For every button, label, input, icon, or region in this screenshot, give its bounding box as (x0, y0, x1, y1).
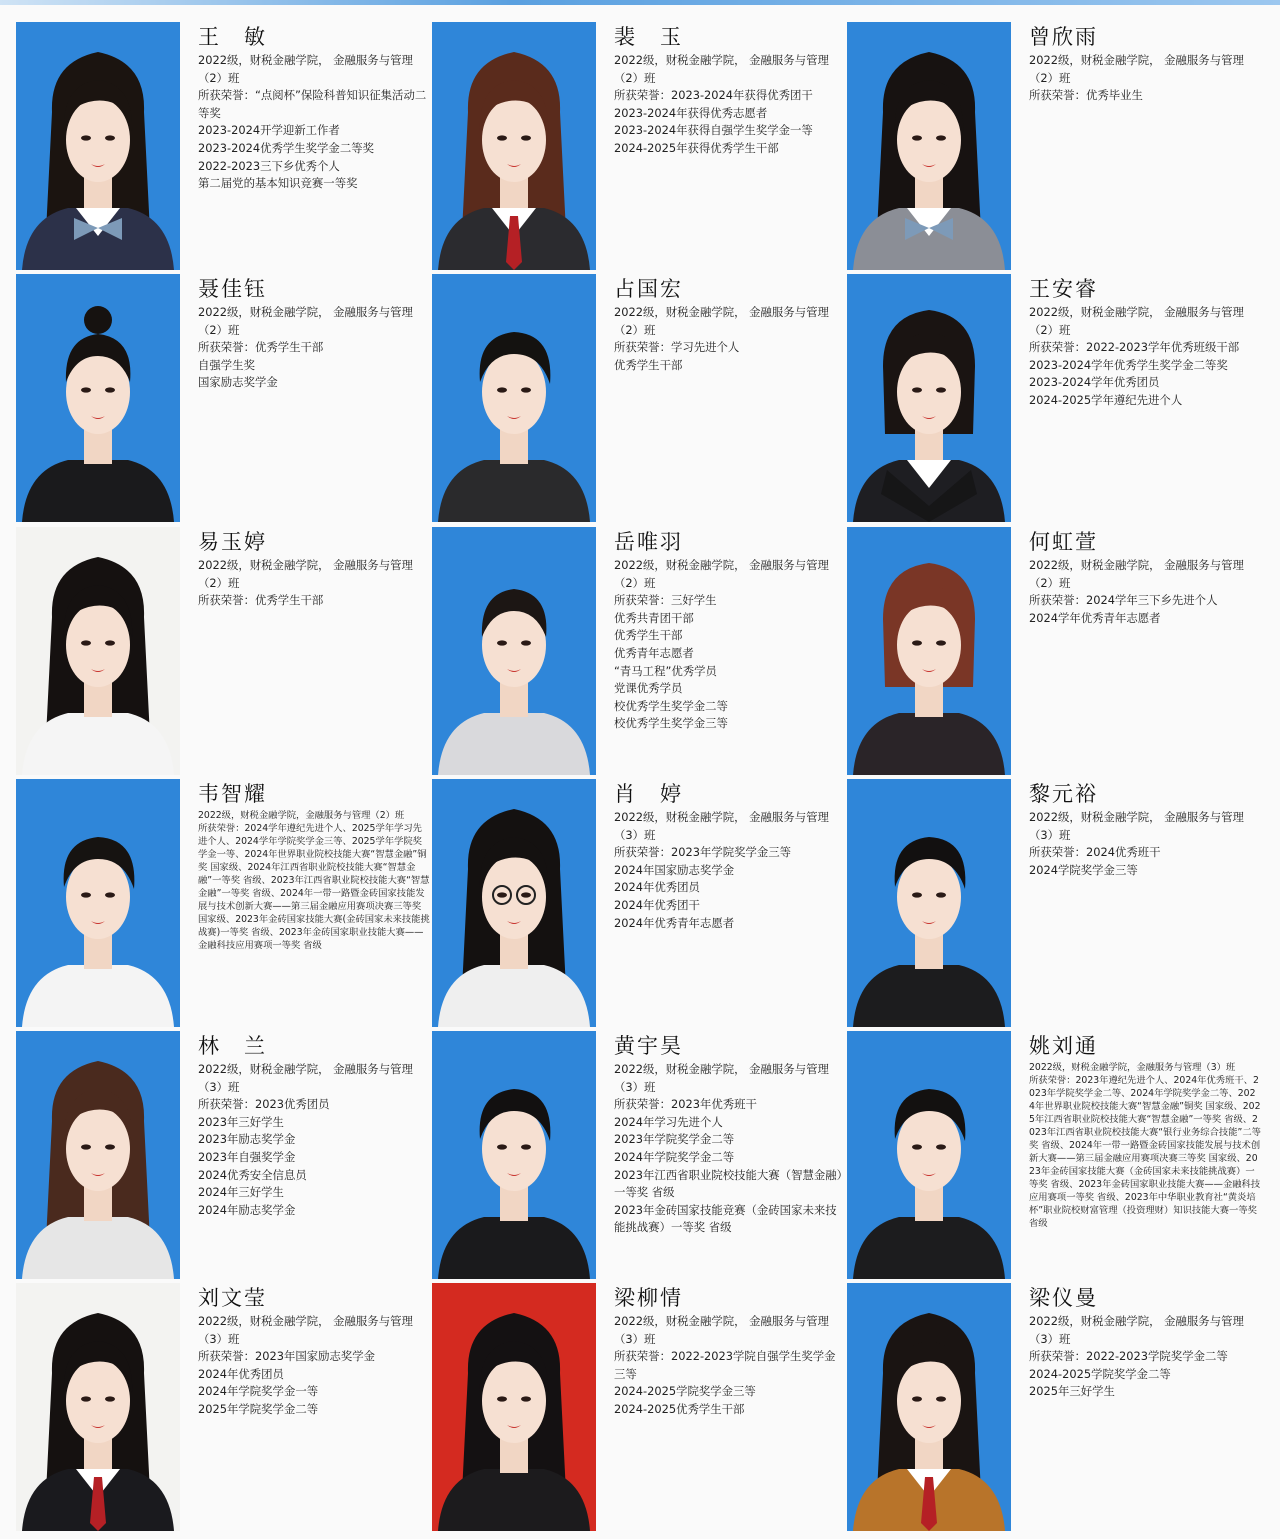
student-card (432, 1283, 842, 1535)
honor-item: 优秀共青团干部 (614, 610, 694, 625)
student-info (1029, 779, 1261, 879)
student-info (614, 1031, 846, 1237)
portrait-drawing (847, 1031, 1011, 1279)
portrait-drawing (432, 274, 596, 522)
honor-list (614, 1061, 846, 1237)
student-card (432, 274, 842, 526)
honor-item: 校优秀学生奖学金二等 (614, 698, 728, 713)
student-info (614, 274, 846, 374)
honor-list (198, 304, 430, 392)
top-accent-bar (0, 0, 1280, 5)
student-photo (16, 274, 180, 522)
honor-item: 2023-2024学年优秀团员 (1029, 375, 1160, 390)
student-info (198, 1283, 430, 1419)
honor-list (198, 1061, 430, 1219)
student-info (1029, 1283, 1261, 1401)
class-info: 2022级，财税金融学院， 金融服务与管理（2）班 (198, 305, 413, 337)
honor-item: 所获荣誉：2023年学院奖学金三等 (614, 845, 792, 860)
student-card (847, 22, 1257, 274)
student-name: 林 兰 (198, 1034, 267, 1058)
honor-list (614, 557, 846, 733)
student-info (1029, 274, 1261, 410)
honor-item: 2023-2024优秀学生奖学金二等奖 (198, 140, 374, 155)
honor-item: 所获荣誉：2024优秀班干 (1029, 845, 1161, 860)
honor-item: 2023-2024学年优秀学生奖学金二等奖 (1029, 357, 1228, 372)
honor-item: 自强学生奖 (198, 357, 255, 372)
class-info: 2022级，财税金融学院， 金融服务与管理（2）班 (614, 305, 829, 337)
portrait-drawing (847, 779, 1011, 1027)
student-card (16, 779, 430, 1031)
honor-item: 2023年江西省职业院校技能大赛（智慧金融）一等奖 省级 (614, 1167, 843, 1200)
honor-item: 所获荣誉：优秀学生干部 (198, 340, 324, 355)
honor-item: 2024-2025学院奖学金二等 (1029, 1366, 1171, 1381)
student-name: 占国宏 (614, 277, 683, 301)
student-photo (847, 274, 1011, 522)
student-name: 岳唯羽 (614, 530, 683, 554)
honor-item: 2024-2025年获得优秀学生干部 (614, 140, 779, 155)
honor-item: 2023年自强奖学金 (198, 1149, 296, 1164)
honor-item: 优秀学生干部 (614, 628, 683, 643)
portrait-drawing (847, 274, 1011, 522)
student-photo (847, 1031, 1011, 1279)
honor-item: 2022-2023三下乡优秀个人 (198, 158, 340, 173)
student-card (432, 22, 842, 274)
student-photo (847, 527, 1011, 775)
honor-item: 所获荣誉：2023-2024年获得优秀团干 (614, 88, 813, 103)
honor-list (614, 1313, 846, 1419)
honor-item: 优秀青年志愿者 (614, 645, 694, 660)
honor-list (1029, 52, 1261, 105)
student-name: 姚刘通 (1029, 1034, 1098, 1058)
honor-item: 2024年励志奖学金 (198, 1202, 296, 1217)
honor-item: 所获荣誉：2024学年三下乡先进个人 (1029, 593, 1218, 608)
honor-item: 所获荣誉：2022-2023学年优秀班级干部 (1029, 340, 1240, 355)
student-card (847, 274, 1257, 526)
honor-item: 2024-2025学院奖学金三等 (614, 1384, 756, 1399)
honor-list (614, 52, 846, 158)
portrait-drawing (847, 1283, 1011, 1531)
class-info: 2022级，财税金融学院，金融服务与管理（2）班 (198, 810, 405, 821)
class-info: 2022级，财税金融学院，金融服务与管理（3）班 (1029, 1062, 1236, 1073)
honor-item: 2024-2025优秀学生干部 (614, 1401, 745, 1416)
student-photo (847, 22, 1011, 270)
honor-list (1029, 809, 1261, 879)
student-name: 曾欣雨 (1029, 25, 1098, 49)
student-info (614, 527, 846, 733)
student-name: 刘文莹 (198, 1286, 267, 1310)
portrait-drawing (432, 779, 596, 1027)
student-photo (432, 527, 596, 775)
student-name: 聂佳钰 (198, 277, 267, 301)
honor-list (1029, 1061, 1261, 1230)
student-photo (847, 1283, 1011, 1531)
portrait-drawing (16, 22, 180, 270)
portrait-drawing (847, 22, 1011, 270)
honor-item: 所获荣誉：2022-2023学院奖学金二等 (1029, 1349, 1228, 1364)
student-name: 黎元裕 (1029, 782, 1098, 806)
honor-item: 所获荣誉：2023年遵纪先进个人、2024年优秀班干、2023年学院奖学金二等、2024年学院奖学金二等、2024年世界职业院校技能大赛“智慧金融”铜奖 国家级、2025年江西省职业院校技能大赛“智慧金融”一等奖 省级、2023年江西省职业院校技能大赛“银行业务综合技能”二等奖 省级、2024年一带一路暨金砖国家技能发展与技术创新大赛——第三届金融应用赛项决赛三等奖 国家级、2023年金砖国家技能大赛（金砖国家未来技能挑战赛）一等奖 省级、2023年金砖国家职业技能大赛——金融科技应用赛项一等奖 省级、2023年中华职业教育社“黄炎培杯”职业院校财富管理（投资理财）知识技能大赛一等奖 省级 (1029, 1075, 1261, 1229)
student-photo (432, 1031, 596, 1279)
student-name: 王安睿 (1029, 277, 1098, 301)
honor-item: 2025年学院奖学金二等 (198, 1401, 319, 1416)
honor-item: 2024学院奖学金三等 (1029, 862, 1138, 877)
honor-item: 国家励志奖学金 (198, 375, 278, 390)
student-info (1029, 1031, 1261, 1230)
class-info: 2022级，财税金融学院， 金融服务与管理（2）班 (198, 53, 413, 85)
class-info: 2022级，财税金融学院， 金融服务与管理（2）班 (1029, 53, 1244, 85)
class-info: 2022级，财税金融学院， 金融服务与管理（3）班 (1029, 1314, 1244, 1346)
honor-list (1029, 557, 1261, 627)
student-name: 肖 婷 (614, 782, 683, 806)
portrait-drawing (432, 1283, 596, 1531)
honor-item: 校优秀学生奖学金三等 (614, 716, 728, 731)
honor-item: 2024年优秀青年志愿者 (614, 915, 735, 930)
honor-item: 2024-2025学年遵纪先进个人 (1029, 392, 1183, 407)
student-name: 王 敏 (198, 25, 267, 49)
class-info: 2022级，财税金融学院， 金融服务与管理（3）班 (614, 1314, 829, 1346)
portrait-drawing (16, 1283, 180, 1531)
honor-item: 所获荣誉：2024学年遵纪先进个人、2025学年学习先进个人、2024学年学院奖学金三等、2025学年学院奖学金一等、2024年世界职业院校技能大赛“智慧金融”铜奖 国家级、2024年江西省职业院校技能大赛“智慧金融”一等奖 省级、2023年江西省职业院校技能大赛“智慧金融”一等奖 省级、2024年一带一路暨金砖国家技能发展与技术创新大赛——第三届金融应用赛项决赛三等奖国家级、2023年金砖国家技能大赛(金砖国家未来技能挑战赛)一等奖 省级、2023年金砖国家职业技能大赛——金融科技应用赛项一等奖 省级 (198, 823, 430, 951)
honor-item: 所获荣誉：三好学生 (614, 593, 717, 608)
honor-item: 2023年金砖国家技能竞赛（金砖国家未来技能挑战赛）一等奖 省级 (614, 1202, 837, 1235)
honor-item: 所获荣誉：2023优秀团员 (198, 1097, 330, 1112)
honor-list (198, 557, 430, 610)
student-photo (432, 22, 596, 270)
student-info (198, 779, 430, 952)
class-info: 2022级，财税金融学院， 金融服务与管理（3）班 (614, 1062, 829, 1094)
honor-list (198, 809, 430, 952)
honor-list (614, 304, 846, 374)
student-info (198, 1031, 430, 1219)
student-card (847, 779, 1257, 1031)
student-photo (16, 22, 180, 270)
honor-item: 第二届党的基本知识竞赛一等奖 (198, 176, 358, 191)
student-card (847, 527, 1257, 779)
student-card (847, 1031, 1261, 1283)
honor-item: 2023-2024开学迎新工作者 (198, 123, 340, 138)
honor-item: 2025年三好学生 (1029, 1384, 1115, 1399)
student-photo (16, 1283, 180, 1531)
honor-item: 所获荣誉：优秀毕业生 (1029, 88, 1143, 103)
student-info (614, 1283, 846, 1419)
honor-item: 所获荣誉：“点阅杯”保险科普知识征集活动二等奖 (198, 88, 427, 120)
student-card (16, 1031, 426, 1283)
class-info: 2022级，财税金融学院， 金融服务与管理（3）班 (198, 1062, 413, 1094)
student-card (16, 1283, 426, 1535)
honor-item: 2023-2024年获得优秀志愿者 (614, 105, 768, 120)
student-card (847, 1283, 1257, 1535)
portrait-drawing (16, 274, 180, 522)
honor-list (1029, 1313, 1261, 1401)
student-card (16, 22, 426, 274)
class-info: 2022级，财税金融学院， 金融服务与管理（3）班 (1029, 810, 1244, 842)
student-info (614, 22, 846, 158)
student-info (1029, 527, 1261, 627)
student-photo (432, 1283, 596, 1531)
student-info (198, 274, 430, 392)
honor-list (1029, 304, 1261, 410)
student-photo (16, 527, 180, 775)
portrait-drawing (432, 22, 596, 270)
honor-item: 2024学年优秀青年志愿者 (1029, 610, 1161, 625)
student-card (432, 1031, 842, 1283)
honor-item: 优秀学生干部 (614, 357, 683, 372)
honor-item: 党课优秀学员 (614, 681, 683, 696)
student-name: 韦智耀 (198, 782, 267, 806)
class-info: 2022级，财税金融学院， 金融服务与管理（3）班 (198, 1314, 413, 1346)
student-photo (847, 779, 1011, 1027)
honor-list (198, 1313, 430, 1419)
class-info: 2022级，财税金融学院， 金融服务与管理（2）班 (614, 53, 829, 85)
student-photo (16, 1031, 180, 1279)
honor-item: 2024年学院奖学金二等 (614, 1149, 735, 1164)
student-name: 黄宇昊 (614, 1034, 683, 1058)
honor-item: “青马工程”优秀学员 (614, 663, 717, 678)
student-photo (432, 779, 596, 1027)
honor-item: 2023年励志奖学金 (198, 1132, 296, 1147)
student-card (432, 779, 842, 1031)
honor-item: 所获荣誉：2023年国家励志奖学金 (198, 1349, 376, 1364)
honor-item: 2024年学习先进个人 (614, 1114, 723, 1129)
honor-item: 2023年三好学生 (198, 1114, 284, 1129)
student-name: 梁柳情 (614, 1286, 683, 1310)
portrait-drawing (16, 527, 180, 775)
class-info: 2022级，财税金融学院， 金融服务与管理（2）班 (614, 558, 829, 590)
student-info (1029, 22, 1261, 105)
student-name: 梁仪曼 (1029, 1286, 1098, 1310)
honor-list (198, 52, 430, 193)
honor-item: 2024年学院奖学金一等 (198, 1384, 319, 1399)
honor-item: 所获荣誉：2022-2023学院自强学生奖学金三等 (614, 1349, 836, 1381)
student-photo (432, 274, 596, 522)
class-info: 2022级，财税金融学院， 金融服务与管理（2）班 (1029, 305, 1244, 337)
honor-item: 所获荣誉：优秀学生干部 (198, 593, 324, 608)
student-info (614, 779, 846, 932)
honor-item: 2023-2024年获得自强学生奖学金一等 (614, 123, 813, 138)
honor-list (614, 809, 846, 932)
class-info: 2022级，财税金融学院， 金融服务与管理（2）班 (198, 558, 413, 590)
honor-item: 2023年学院奖学金二等 (614, 1132, 735, 1147)
class-info: 2022级，财税金融学院， 金融服务与管理（2）班 (1029, 558, 1244, 590)
honor-item: 2024年优秀团干 (614, 897, 700, 912)
honor-item: 所获荣誉：2023年优秀班干 (614, 1097, 757, 1112)
student-card (16, 274, 426, 526)
student-photo (16, 779, 180, 1027)
portrait-drawing (432, 527, 596, 775)
student-name: 裴 玉 (614, 25, 683, 49)
honor-item: 2024年国家励志奖学金 (614, 862, 735, 877)
student-info (198, 527, 430, 610)
student-card (16, 527, 426, 779)
student-info (198, 22, 430, 193)
student-name: 易玉婷 (198, 530, 267, 554)
honor-item: 2024年三好学生 (198, 1185, 284, 1200)
portrait-drawing (847, 527, 1011, 775)
honor-item: 2024年优秀团员 (198, 1366, 284, 1381)
honor-item: 2024优秀安全信息员 (198, 1167, 307, 1182)
portrait-drawing (432, 1031, 596, 1279)
student-card (432, 527, 842, 779)
class-info: 2022级，财税金融学院， 金融服务与管理（3）班 (614, 810, 829, 842)
student-name: 何虹萱 (1029, 530, 1098, 554)
honor-item: 2024年优秀团员 (614, 880, 700, 895)
portrait-drawing (16, 1031, 180, 1279)
honor-item: 所获荣誉：学习先进个人 (614, 340, 740, 355)
portrait-drawing (16, 779, 180, 1027)
